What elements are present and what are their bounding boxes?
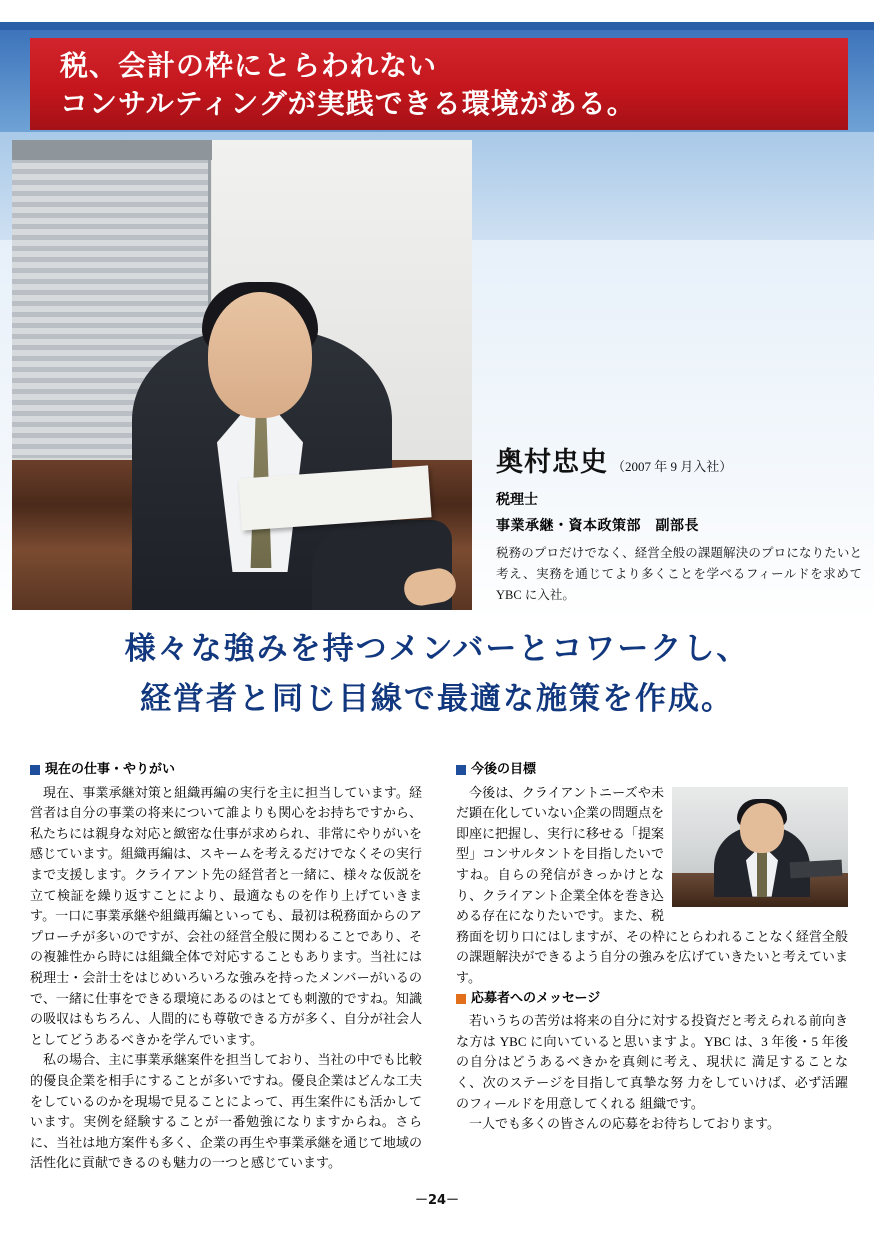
body-column-right [456,760,848,1135]
profile-joined-date: （2007 年 9 月入社） [612,459,733,474]
pull-quote-line-1: 様々な強みを持つメンバーとコワークし、 [124,631,750,667]
headline-line-2: コンサルティングが実践できる環境がある。 [60,87,636,120]
photo-person-head [208,292,312,418]
paragraph: 一人でも多くの皆さんの応募をお待ちしております。 [469,1116,780,1132]
secondary-photo-person-head [740,803,784,853]
headline-banner [30,38,848,130]
section-heading-message-label: 応募者へのメッセージ [471,990,601,1006]
section-heading-message [456,989,848,1010]
page-number: －24－ [414,1193,460,1208]
profile-bio: 税務のプロだけでなく、経営全般の課題解決のプロになりたいと考え、実務を通じてより多くことを学べるフィールドを求めて YBC に入社。 [496,546,862,602]
body-column-left [30,760,422,1174]
secondary-photo-person-tie [757,851,767,897]
profile-name: 奥村忠史 [496,447,608,478]
section-heading-current-work-label: 現在の仕事・やりがい [45,762,176,777]
portrait-photo [12,140,472,610]
section-heading-current-work [30,760,422,781]
headline-line-1: 税、会計の枠にとらわれない [60,49,438,82]
secondary-photo-document [790,859,843,878]
section-heading-future-goal-label: 今後の目標 [471,762,537,777]
pull-quote [0,624,874,724]
body-columns [30,760,848,1180]
profile-block [496,440,862,606]
paragraph: 若いうちの苦労は将来の自分に対する投資だと考えられる前向きな方は YBC に向いていると思いますよ。YBC は、3 年後・5 年後の自分はどうあるべきかを真剣に考え、現状に 満足することなく、次のステージを目指して真摯な努 力をしていけば、必ず活躍のフィールドを用意してくれる 組織です。 [456,1013,848,1111]
secondary-photo [672,787,848,907]
profile-name-row [496,440,862,479]
profile-department: 事業承継・資本政策部 副部長 [496,518,699,534]
square-bullet-icon [456,994,466,1004]
paragraph: 現在、事業承継対策と組織再編の実行を主に担当しています。経営者は自分の事業の将来について誰よりも関心をお持ちですから、私たちには親身な対応と緻密な仕事が求められ、非常にやりがいを感じています。組織再編は、スキームを考えるだけでなくその実行まで支援します。クライアント先の経営者と一緒に、様々な仮説を立て検証を繰り返すことにより、最適なものを作り上げていきます。一口に事業承継や組織再編といっても、最初は税務面からのアプローチが多いのですが、会社の経営全般に関わることであり、その複雑性から時には組織全体で対応することもあります。当社には税理士・会計士をはじめいろいろな強みを持ったメンバーがいるので、一緒に仕事をできる環境にあるのはとても刺激的ですね。知識の吸収はもちろん、人間的にも尊敬できる方が多く、自分が社会人としてどうあるべきかを学んでいます。 [30,784,422,1047]
square-bullet-icon [456,765,466,775]
profile-qualification: 税理士 [496,492,538,508]
photo-blind-frame [12,140,212,160]
pull-quote-line-2: 経営者と同じ目線で最適な施策を作成。 [140,681,734,717]
section-heading-future-goal [456,760,848,781]
paragraph: 私の場合、主に事業承継案件を担当しており、当社の中でも比較的優良企業を相手にすることが多いですね。優良企業はどんな工夫をしているのかを現場で見ることによって、再生案件にも活かしています。実例を経験することが一番勉強になりますからね。さらに、当社は地方案件も多く、企業の再生や事業承継を通じて地域の活性化に貢献できるのも魅力の一つと感じています。 [30,1052,422,1171]
square-bullet-icon [30,765,40,775]
paragraph: 今後は、クライアントニーズや未だ顕在化していない企業の問題点を即座に把握し、実行に移せる「提案型」コンサルタントを目指したいですね。自らの発信がきっかけとなり、クライアント企業全体を巻き込める存在になりたいです。また、税務面を切り口にはしますが、その枠にとらわれることなく経営全般の課題解決ができるよう自分の強みを広げていきたいと考えています。 [456,784,848,985]
